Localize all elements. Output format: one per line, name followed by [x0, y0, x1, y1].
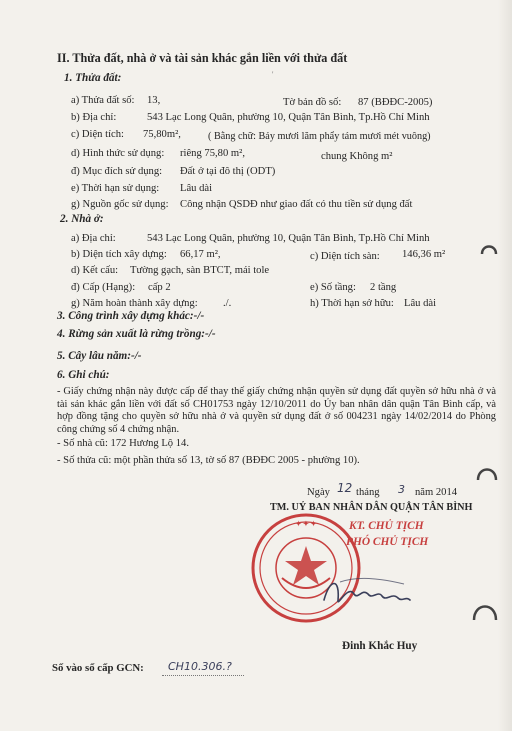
vice-chair-line1: KT. CHỦ TỊCH [349, 520, 424, 532]
parcel-value: 13, [147, 95, 161, 106]
land-heading: 1. Thửa đất: [64, 72, 122, 84]
floors-value: 2 tầng [370, 282, 397, 293]
floor-area-value: 146,36 m² [402, 249, 446, 260]
stray-mark: ' [272, 70, 274, 79]
perennial-trees: 5. Cây lâu năm:-/- [57, 350, 142, 362]
area-value: 75,80m², [143, 129, 181, 140]
register-underline [162, 675, 244, 676]
paper-shadow [498, 0, 512, 731]
duration-label: e) Thời hạn sử dụng: [71, 183, 160, 194]
signer-name: Đinh Khắc Huy [342, 640, 418, 652]
date-month-label: tháng [356, 487, 380, 498]
vice-chair-line2: PHÓ CHỦ TỊCH [346, 536, 429, 548]
use-form-label: d) Hình thức sử dụng: [71, 148, 165, 159]
structure-label: d) Kết cấu: [71, 265, 119, 276]
duration-value: Lâu dài [180, 183, 213, 194]
gcn-register-value: CH10.306.? [168, 660, 232, 673]
date-year: năm 2014 [415, 487, 458, 498]
map-value: 87 (BĐĐC-2005) [358, 97, 433, 108]
binding-hook-icon [470, 596, 500, 642]
gcn-register-label: Số vào sổ cấp GCN: [52, 662, 144, 674]
handwritten-signature-icon [318, 570, 414, 614]
svg-text:✦ ✦ ✦: ✦ ✦ ✦ [295, 520, 317, 528]
house-address-label: a) Địa chỉ: [71, 233, 116, 244]
date-day: 12 [337, 481, 353, 495]
origin-label: g) Nguồn gốc sử dụng: [71, 199, 169, 210]
house-address-value: 543 Lạc Long Quân, phường 10, Quận Tân Bình, Tp.Hồ Chí Minh [147, 233, 430, 244]
notes-paragraph: - Giấy chứng nhận này được cấp để thay thế giấy chứng nhận quyền sử dụng đất quyền sở hữu nhà ở và tài sản khác gắn liền với đất số CH01753 ngày 12/10/2011 do Ủy ban nhân dân quận Tân Bình cấp, và hợp đồng tặng cho quyền sở hữu nhà ở và quyền sử dụng đất ở số 004231 ngày 14/02/2014 do Phòng công chứng số 4 chứng nhận. [57, 386, 496, 435]
house-heading: 2. Nhà ở: [60, 213, 104, 225]
origin-value: Công nhận QSDĐ như giao đất có thu tiền sử dụng đất [180, 199, 413, 210]
old-parcel: - Số thửa cũ: một phần thửa số 13, tờ số 87 (BĐĐC 2005 - phường 10). [57, 455, 360, 466]
area-words: ( Bằng chữ: Bảy mươi lăm phẩy tám mươi mét vuông) [208, 131, 431, 142]
date-month: 3 [398, 483, 405, 496]
ownership-label: h) Thời hạn sở hữu: [310, 298, 394, 309]
other-works: 3. Công trình xây dựng khác:-/- [57, 310, 205, 322]
ownership-value: Lâu dài [404, 298, 437, 309]
land-address-value: 543 Lạc Long Quân, phường 10, Quận Tân Bình, Tp.Hồ Chí Minh [147, 112, 430, 123]
binding-hook-icon [480, 240, 500, 270]
planted-forest: 4. Rừng sản xuất là rừng trồng:-/- [57, 328, 216, 340]
purpose-label: đ) Mục đích sử dụng: [71, 166, 163, 177]
build-area-label: b) Diện tích xây dựng: [71, 249, 167, 260]
floors-label: e) Số tầng: [310, 282, 356, 293]
completed-label: g) Năm hoàn thành xây dựng: [71, 298, 198, 309]
structure-value: Tường gạch, sàn BTCT, mái tole [130, 265, 270, 276]
old-house-number: - Số nhà cũ: 172 Hương Lộ 14. [57, 438, 189, 449]
binding-hook-icon [474, 460, 500, 500]
use-form-shared: chung Không m² [321, 151, 393, 162]
build-area-value: 66,17 m², [180, 249, 221, 260]
parcel-label: a) Thửa đất số: [71, 95, 135, 106]
authority-line: TM. UỶ BAN NHÂN DÂN QUẬN TÂN BÌNH [270, 502, 473, 513]
completed-value: ./. [223, 298, 232, 309]
area-label: c) Diện tích: [71, 129, 124, 140]
use-form-private: riêng 75,80 m², [180, 148, 245, 159]
grade-value: cấp 2 [148, 282, 171, 293]
purpose-value: Đất ở tại đô thị (ODT) [180, 166, 276, 177]
section-title: II. Thửa đất, nhà ở và tài sản khác gắn liền với thửa đất [57, 51, 348, 65]
map-label: Tờ bản đồ số: [283, 97, 342, 108]
floor-area-label: c) Diện tích sàn: [310, 251, 380, 262]
notes-heading: 6. Ghi chú: [57, 369, 110, 381]
grade-label: đ) Cấp (Hạng): [71, 282, 136, 293]
date-prefix: Ngày [307, 487, 330, 498]
land-address-label: b) Địa chỉ: [71, 112, 117, 123]
